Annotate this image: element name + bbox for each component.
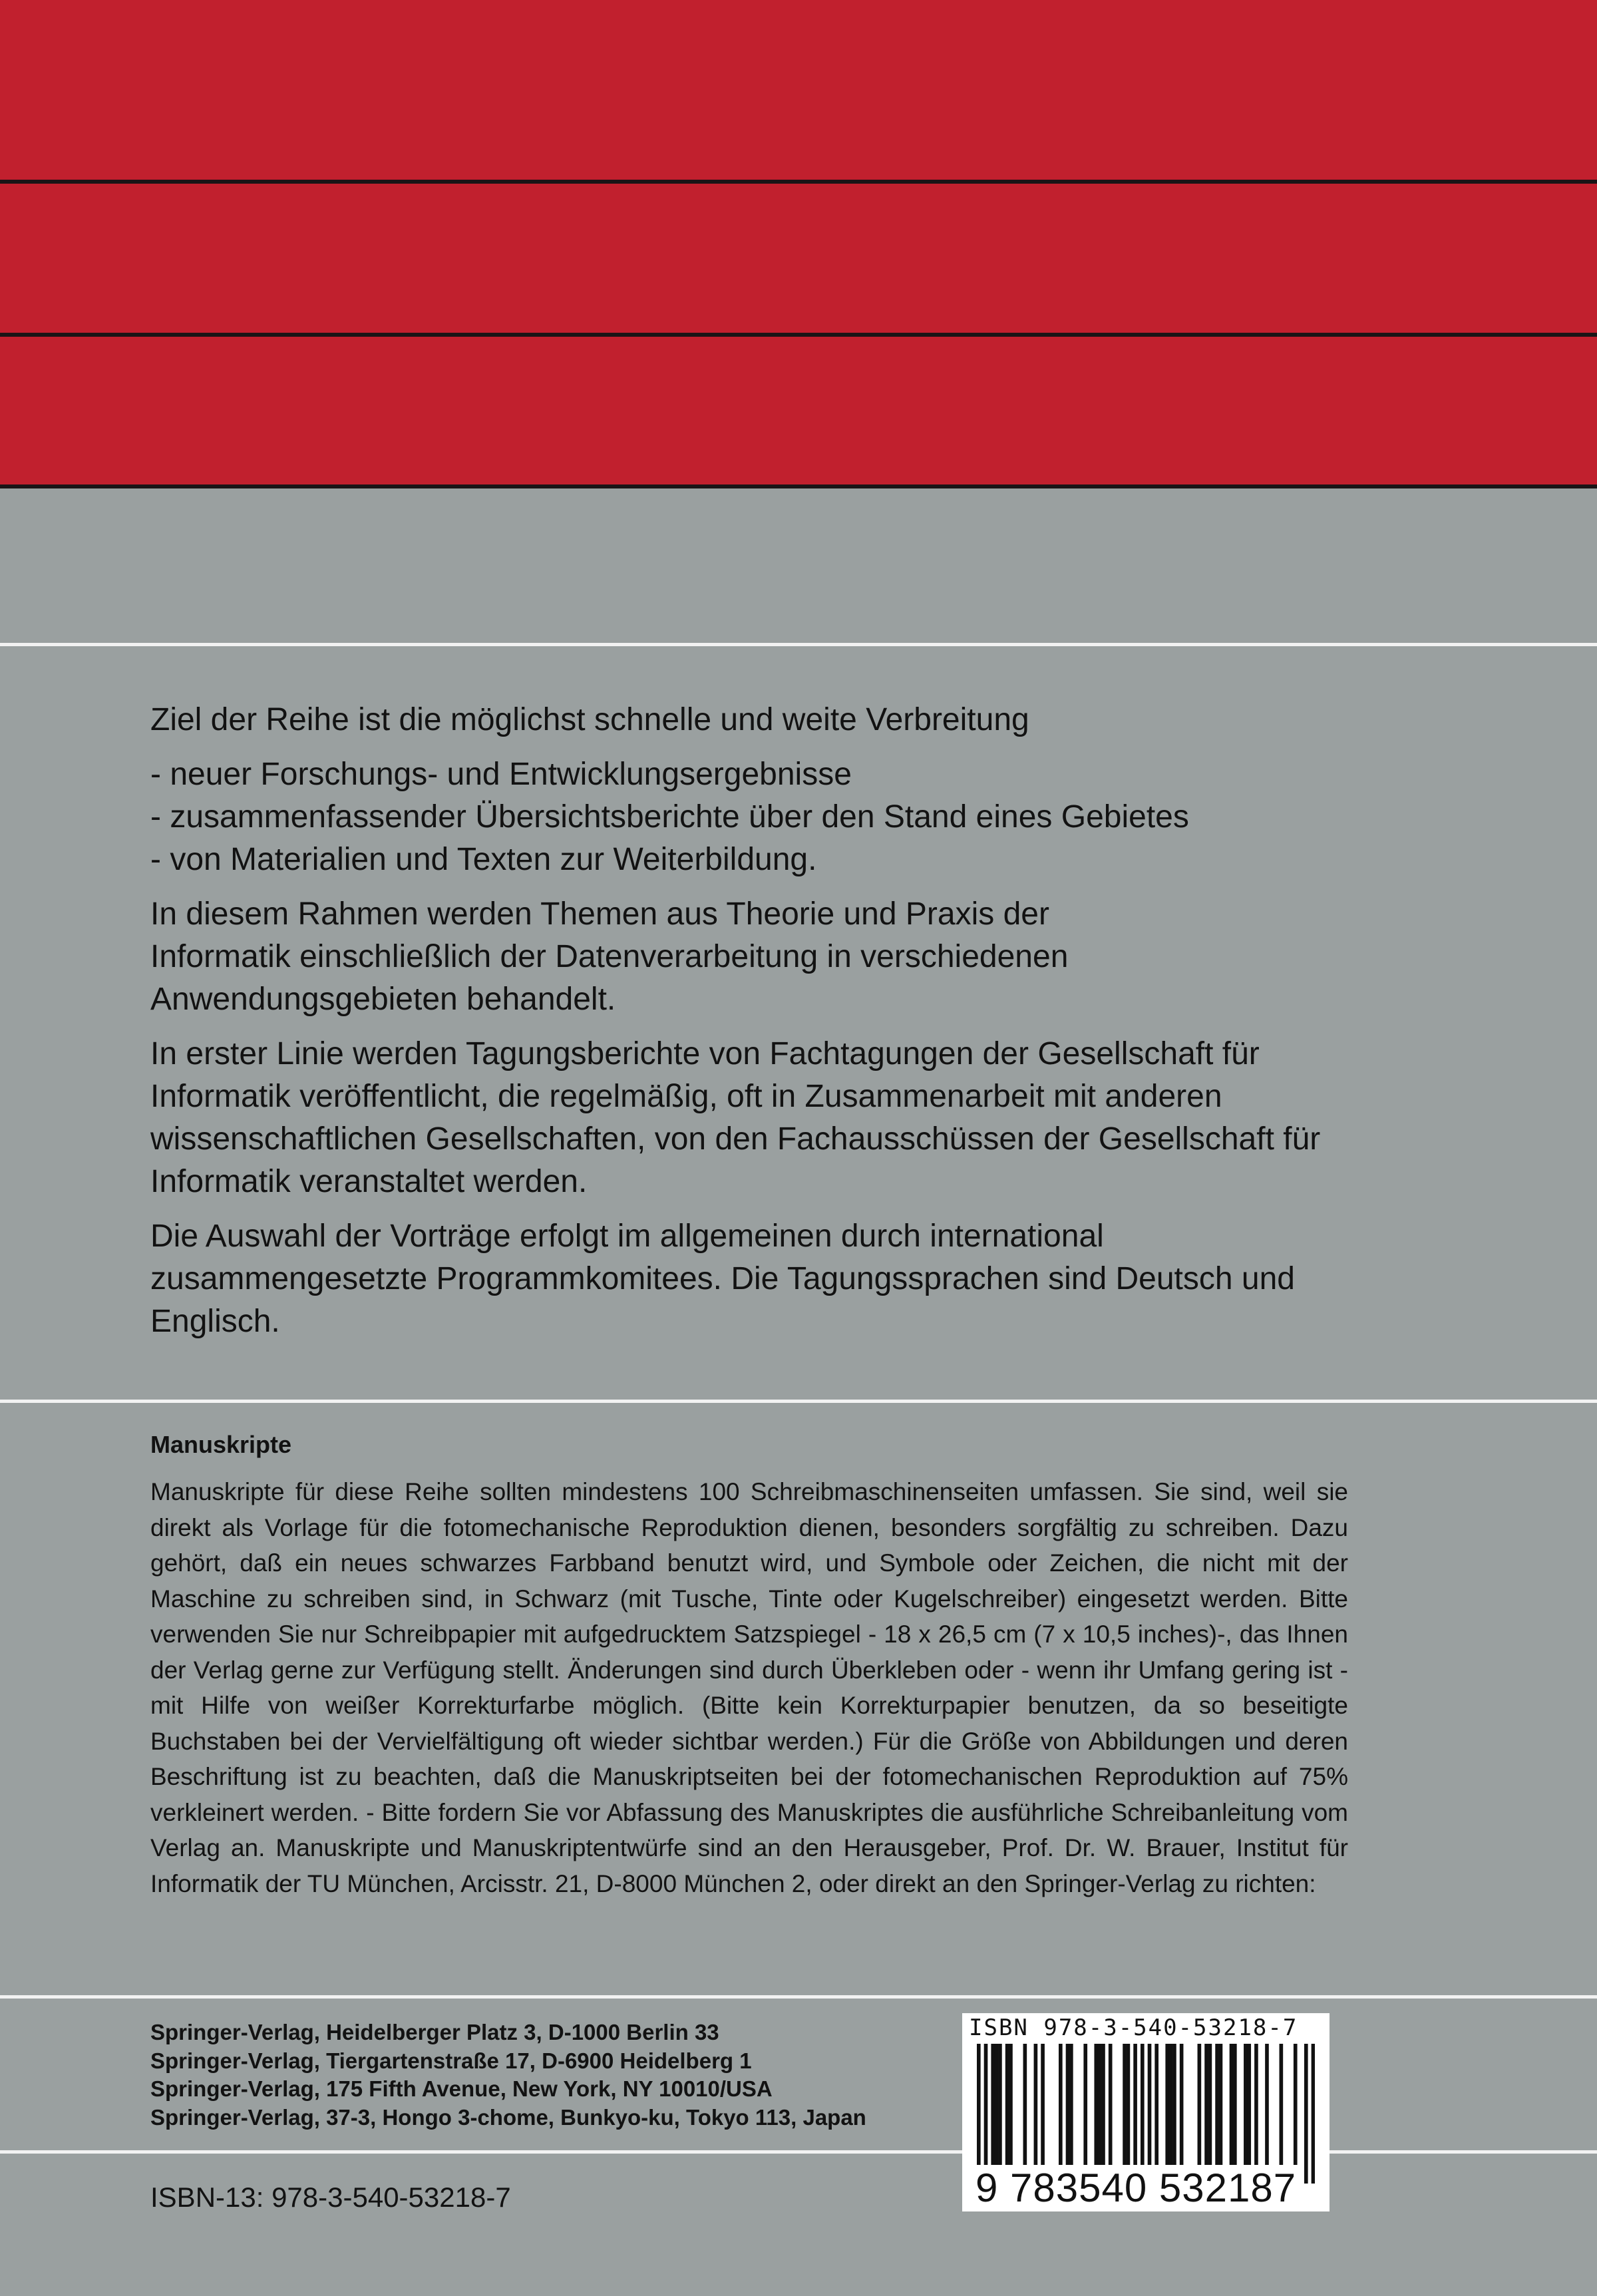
barcode-bar	[1312, 2044, 1315, 2184]
barcode-bar	[1304, 2044, 1308, 2184]
separator-line-2	[0, 1400, 1597, 1403]
barcode-bar	[1169, 2044, 1173, 2165]
barcode-bar	[977, 2044, 981, 2184]
intro-paragraph: Die Auswahl der Vorträge erfolgt im allgemeinen durch international zusammengesetzte Programmkomitees. Die Tagungssprachen sind Deutsch und Englisch.	[150, 1219, 1295, 1339]
intro-list-item: - von Materialien und Texten zur Weiterbildung.	[150, 842, 817, 877]
isbn-barcode	[962, 2013, 1330, 2211]
barcode-bar	[1294, 2044, 1298, 2165]
barcode-bar	[1101, 2044, 1105, 2165]
intro-paragraph: In erster Linie werden Tagungsberichte von Fachtagungen der Gesellschaft für Informatik veröffentlicht, die regelmäßig, oft in Zusammenarbeit mit anderen wissenschaftlichen Gesellschaften, von den Fachausschüssen der Gesellschaft für Informatik veranstaltet werden.	[150, 1036, 1321, 1199]
barcode-number: 9 783540 532187	[973, 2165, 1299, 2211]
manuscripts-body: Manuskripte für diese Reihe sollten mindestens 100 Schreibmaschinenseiten umfassen. Sie sind, weil sie direkt als Vorlage für die fotomechanische Reproduktion dienen, besonders sorgfältig zu schreiben. Dazu gehört, daß ein neues schwarzes Farbband benutzt wird, und Symbole oder Zeichen, die nicht mit der Maschine zu schreiben sind, in Schwarz (mit Tusche, Tinte oder Kugelschreiber) eingesetzt werden. Bitte verwenden Sie nur Schreibpapier mit aufgedrucktem Satzspiegel - 18 x 26,5 cm (7 x 10,5 inches)-, das Ihnen der Verlag gerne zur Verfügung stellt. Änderungen sind durch Überkleben oder - wenn ihr Umfang gering ist - mit Hilfe von weißer Korrekturfarbe möglich. (Bitte kein Korrekturpapier benutzen, da so beseitigte Buchstaben bei der Vervielfältigung oft wieder sichtbar werden.) Für die Größe von Abbildungen und deren Beschriftung ist zu beachten, daß die Manuskriptseiten bei der fotomechanischen Reproduktion auf 75% verkleinert werden. - Bitte fordern Sie vor Abfassung des Manuskriptes die ausführliche Schreibanleitung vom Verlag an. Manuskripte und Manuskriptentwürfe sind an den Herausgeber, Prof. Dr. W. Brauer, Institut für Informatik der TU München, Arcisstr. 21, D-8000 München 2, oder direkt an den Springer-Verlag zu richten:	[150, 1478, 1348, 1897]
barcode-bars	[977, 2044, 1315, 2184]
publisher-address: Springer-Verlag, 37-3, Hongo 3-chome, Bunkyo-ku, Tokyo 113, Japan	[150, 2104, 866, 2130]
barcode-bar	[1133, 2044, 1137, 2165]
separator-line-3	[0, 1995, 1597, 1999]
barcode-bar	[995, 2044, 999, 2165]
barcode-bar	[1005, 2044, 1009, 2165]
separator-line-1	[0, 643, 1597, 646]
publisher-address: Springer-Verlag, Heidelberger Platz 3, D-1000 Berlin 33	[150, 2020, 719, 2044]
intro-list-item: - neuer Forschungs- und Entwicklungsergebnisse	[150, 757, 852, 792]
barcode-bar	[1233, 2044, 1237, 2165]
barcode-bar	[1154, 2044, 1158, 2165]
barcode-bar	[1254, 2044, 1258, 2165]
barcode-bar	[1215, 2044, 1219, 2165]
band-divider-3	[0, 484, 1597, 488]
barcode-isbn-text: ISBN 978-3-540-53218-7	[969, 2014, 1298, 2041]
barcode-bar	[1230, 2044, 1234, 2165]
barcode-bar	[1023, 2044, 1027, 2165]
barcode-bar	[1059, 2044, 1063, 2165]
barcode-bar	[1109, 2044, 1113, 2165]
barcode-bar	[1165, 2044, 1169, 2165]
barcode-bar	[1219, 2044, 1223, 2165]
publisher-address: Springer-Verlag, Tiergartenstraße 17, D-6900 Heidelberg 1	[150, 2048, 752, 2073]
barcode-bar	[1280, 2044, 1284, 2165]
barcode-bar	[1009, 2044, 1013, 2165]
barcode-bar	[1041, 2044, 1045, 2165]
red-band-1	[0, 0, 1597, 180]
barcode-bar	[1180, 2044, 1184, 2165]
barcode-bar	[1094, 2044, 1098, 2165]
publisher-address: Springer-Verlag, 175 Fifth Avenue, New York, NY 10010/USA	[150, 2076, 773, 2101]
barcode-bar	[991, 2044, 995, 2165]
barcode-bar	[1083, 2044, 1087, 2165]
red-band-2	[0, 184, 1597, 333]
barcode-bar	[1069, 2044, 1073, 2165]
separator-line-4	[0, 2150, 1597, 2154]
intro-list	[150, 753, 1415, 881]
barcode-bar	[1244, 2044, 1248, 2165]
barcode-bar	[1208, 2044, 1212, 2165]
barcode-bar	[1141, 2044, 1145, 2184]
barcode-bar	[1098, 2044, 1102, 2165]
barcode-bar	[1265, 2044, 1269, 2165]
series-description	[150, 699, 1415, 1343]
isbn-13: ISBN-13: 978-3-540-53218-7	[150, 2182, 511, 2213]
barcode-bar	[1123, 2044, 1127, 2165]
intro-paragraph: In diesem Rahmen werden Themen aus Theorie und Praxis der Informatik einschließlich der Datenverarbeitung in verschiedenen Anwendungsgebieten behandelt.	[150, 896, 1069, 1017]
barcode-bar	[984, 2044, 988, 2184]
barcode-bar	[1198, 2044, 1202, 2165]
publisher-addresses	[150, 2018, 866, 2132]
barcode-bar	[1148, 2044, 1152, 2184]
barcode-bar	[998, 2044, 1002, 2165]
manuscripts-heading: Manuskripte	[150, 1431, 292, 1458]
barcode-bar	[1247, 2044, 1251, 2165]
intro-lead: Ziel der Reihe ist die möglichst schnelle und weite Verbreitung	[150, 702, 1029, 737]
barcode-bar	[1172, 2044, 1176, 2165]
barcode-bar	[1127, 2044, 1131, 2165]
barcode-bar	[1066, 2044, 1070, 2165]
barcode-bar	[1034, 2044, 1038, 2165]
intro-list-item: - zusammenfassender Übersichtsberichte über den Stand eines Gebietes	[150, 799, 1189, 835]
barcode-bar	[1204, 2044, 1208, 2165]
red-band-3	[0, 337, 1597, 484]
